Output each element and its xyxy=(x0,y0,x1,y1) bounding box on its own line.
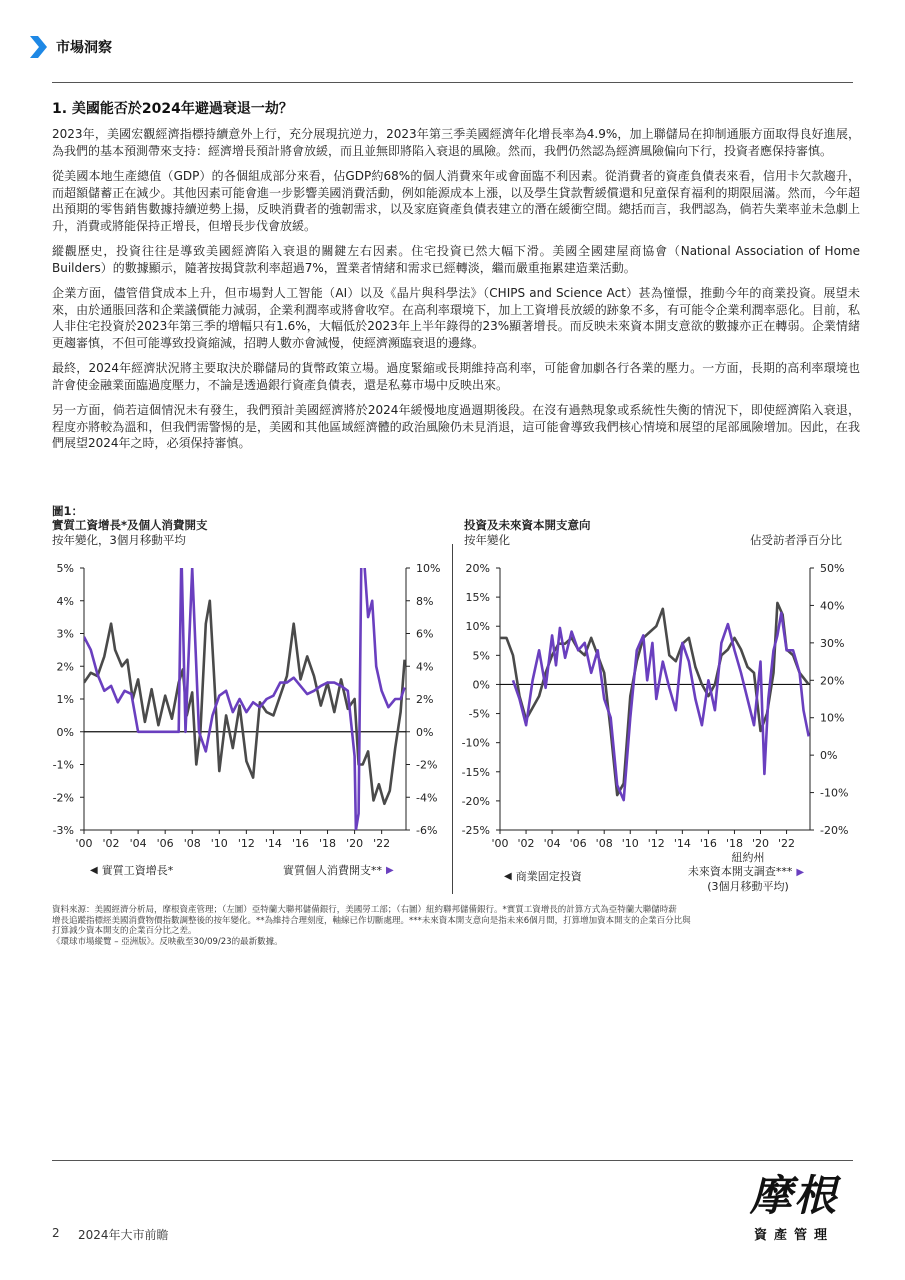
company-logo: 摩根 資產管理 xyxy=(749,1171,838,1243)
left-arrow-icon: ◀ xyxy=(90,864,98,876)
paragraph: 最終，2024年經濟狀況將主要取決於聯儲局的貨幣政策立場。過度緊縮或長期維持高利率，可能會加劇各行各業的壓力。一方面，長期的高利率環境也許會使金融業面臨過度壓力，不論是透過銀行資產負債表，還是私募市場中反映出來。 xyxy=(52,361,860,392)
right-tick-label: -20% xyxy=(820,824,849,837)
x-tick-label: '18 xyxy=(725,837,743,850)
left-tick-label: 0% xyxy=(472,678,490,692)
x-tick-label: '16 xyxy=(699,837,717,850)
paragraph: 從美國本地生產總值（GDP）的各個組成部分來看，佔GDP約68%的個人消費來年或會面臨不利因素。從消費者的資產負債表來看，信用卡欠款趨升，而超額儲蓄正在減少。其他因素可能會進一步影響美國消費活動，例如能源成本上漲，以及學生貸款暫緩償還和兒童保育福利的期限屆滿。然而，今年超出預期的零售銷售數據持續逆勢上揚，反映消費者的強韌需求，以及家庭資產負債表建立的潛在緩衝空間。總括而言，我們認為，倘若失業率並未急劇上升，消費或將能保持正增長，但增長步伐會放緩。 xyxy=(52,169,860,233)
left-tick-label: -25% xyxy=(461,824,490,837)
left-arrow-icon: ◀ xyxy=(504,870,512,882)
section-title: 1. 美國能否於2024年避過衰退一劫？ xyxy=(52,101,293,117)
right-tick-label: 40% xyxy=(820,599,845,613)
left-tick-label: 2% xyxy=(56,660,74,674)
left-tick-label: 5% xyxy=(472,649,490,663)
right-tick-label: 6% xyxy=(416,627,434,641)
right-arrow-icon: ▶ xyxy=(386,864,394,876)
left-tick-label: 10% xyxy=(465,620,490,634)
left-tick-label: 0% xyxy=(56,725,74,739)
legend-consumption: 實質個人消費開支** ▶ xyxy=(283,864,394,877)
header-title: 市場洞察 xyxy=(56,40,112,56)
right-tick-label: -2% xyxy=(416,758,438,772)
x-tick-label: '06 xyxy=(569,837,587,850)
right-tick-label: 10% xyxy=(820,711,845,725)
left-tick-label: -2% xyxy=(52,791,74,805)
x-tick-label: '10 xyxy=(210,837,228,850)
right-tick-label: -4% xyxy=(416,791,438,805)
right-tick-label: -6% xyxy=(416,824,438,837)
series-line xyxy=(513,613,809,800)
x-tick-label: '22 xyxy=(778,837,796,850)
right-tick-label: 2% xyxy=(416,693,434,706)
paragraph: 2023年，美國宏觀經濟指標持續意外上行，充分展現抗逆力，2023年第三季美國經濟年化增長率為4.9%，加上聯儲局在抑制通脹方面取得良好進展，為我們的基本預測帶來支持：經濟增長預計將會放緩，而且並無即將陷入衰退的風險。然而，我們仍然認為經濟風險偏向下行，投資者應保持審慎。 xyxy=(52,127,860,158)
left-tick-label: -15% xyxy=(461,765,490,779)
x-tick-label: '22 xyxy=(373,837,391,850)
x-tick-label: '00 xyxy=(75,837,93,850)
right-tick-label: 30% xyxy=(820,636,845,650)
paragraph: 另一方面，倘若這個情況未有發生，我們預計美國經濟將於2024年緩慢地度過週期後段。在沒有過熱現象或系統性失衡的情況下，即使經濟陷入衰退，程度亦將較為溫和，但我們需警惕的是，美國和其他區域經濟體的政治風險仍未見消退，這可能會導致我們核心情境和展望的尾部風險增加。因此，在我們展望2024年之時，必須保持審慎。 xyxy=(52,403,860,450)
paragraph: 企業方面，儘管借貸成本上升，但市場對人工智能（AI）以及《晶片與科學法》（CHIPS and Science Act）甚為憧憬，推動今年的商業投資。展望未來，由於通脹回落和企業議價能力減弱，企業利潤率或將會收窄。在高利率環境下，加上工資增長放緩的跡象不多，有可能令企業利潤率惡化。目前，私人非住宅投資於2023年第三季的增幅只有1.6%，大幅低於2023年上半年錄得的23%顯著增長。而反映未來資本開支意欲的數據亦正在轉弱。企業情緒更趨審慎，不但可能導致投資縮減，招聘人數亦會減慢，使經濟瀕臨衰退的邊緣。 xyxy=(52,286,860,350)
right-chart-subtitle: 按年變化 xyxy=(464,533,510,547)
x-tick-label: '12 xyxy=(647,837,665,850)
x-tick-label: '16 xyxy=(291,837,309,850)
paragraph: 縱觀歷史，投資往往是導致美國經濟陷入衰退的關鍵左右因素。住宅投資已然大幅下滑。美國全國建屋商協會（National Association of Home Builders）的數據顯示，隨著按揭貸款利率超過7%，置業者情緒和需求已經轉淡，繼而嚴重拖累建造業活動。 xyxy=(52,244,860,275)
publication-title: 2024年大市前瞻 xyxy=(78,1228,169,1242)
figure-label: 圖1： xyxy=(52,504,84,518)
right-arrow-icon: ▶ xyxy=(796,867,805,878)
right-tick-label: -10% xyxy=(820,786,849,800)
right-tick-label: 4% xyxy=(416,660,434,674)
right-tick-label: 20% xyxy=(820,674,845,688)
x-tick-label: '02 xyxy=(102,837,120,850)
x-tick-label: '02 xyxy=(517,837,535,850)
left-tick-label: 4% xyxy=(56,594,74,608)
x-tick-label: '08 xyxy=(183,837,201,850)
left-tick-label: -1% xyxy=(52,758,74,772)
x-tick-label: '20 xyxy=(346,837,364,850)
source-note: 資料來源：美國經濟分析局，摩根資產管理；（左圖）亞特蘭大聯邦儲備銀行，美國勞工部；（右圖）紐約聯邦儲備銀行。*實質工資增長的計算方式為亞特蘭大聯儲時薪 增長追蹤指標經美國消費物價指數調整後的按年變化。**為維持合理刻度，軸線已作切斷處理。***未來資本開支意向是指未來6個月間，打算增加資本開支的企業百分比與 打算減少資本開支的企業百分比之差。 《環球市場縱覽 – 亞洲版》。反映截至30/09/23的最新數據。 xyxy=(52,905,691,947)
x-tick-label: '06 xyxy=(156,837,174,850)
left-tick-label: -20% xyxy=(461,794,490,808)
legend-investment: ◀ 商業固定投資 xyxy=(504,870,582,883)
right-axis-title: 佔受訪者淨百分比 xyxy=(750,533,842,547)
left-tick-label: 3% xyxy=(56,627,74,641)
x-tick-label: '10 xyxy=(621,837,639,850)
series-line xyxy=(84,556,405,830)
left-tick-label: 5% xyxy=(56,562,74,575)
body-text xyxy=(52,126,860,461)
x-tick-label: '14 xyxy=(673,837,691,850)
right-tick-label: 10% xyxy=(416,562,441,575)
left-tick-label: 1% xyxy=(56,693,74,706)
left-tick-label: -10% xyxy=(461,736,490,750)
right-tick-label: 8% xyxy=(416,594,434,608)
x-tick-label: '20 xyxy=(751,837,770,850)
header-divider xyxy=(52,82,853,83)
x-tick-label: '12 xyxy=(237,837,255,850)
chart-divider xyxy=(452,544,453,894)
left-chart-title: 實質工資增長*及個人消費開支 xyxy=(52,518,208,532)
legend-capex: 紐約州 未來資本開支調查*** ▶ (3個月移動平均) xyxy=(687,851,805,893)
x-tick-label: '04 xyxy=(129,837,147,850)
wage-consumption-chart xyxy=(52,556,447,856)
left-tick-label: -5% xyxy=(468,707,490,721)
legend-wage: ◀ 實質工資增長* xyxy=(90,864,174,877)
right-chart-title: 投資及未來資本開支意向 xyxy=(464,518,591,532)
x-tick-label: '04 xyxy=(543,837,561,850)
investment-capex-chart xyxy=(458,556,858,856)
left-chart-subtitle: 按年變化，3個月移動平均 xyxy=(52,533,186,547)
chevron-right-icon xyxy=(28,34,48,60)
x-tick-label: '00 xyxy=(491,837,509,850)
left-tick-label: 20% xyxy=(465,562,490,575)
right-tick-label: 50% xyxy=(820,562,845,575)
left-tick-label: 15% xyxy=(465,591,490,605)
page-number: 2 xyxy=(52,1226,60,1240)
page-header xyxy=(28,34,112,60)
x-tick-label: '14 xyxy=(264,837,282,850)
right-tick-label: 0% xyxy=(416,725,434,739)
left-tick-label: -3% xyxy=(52,824,74,837)
footer-divider xyxy=(52,1160,853,1161)
right-tick-label: 0% xyxy=(820,749,838,763)
x-tick-label: '08 xyxy=(595,837,613,850)
x-tick-label: '18 xyxy=(319,837,337,850)
